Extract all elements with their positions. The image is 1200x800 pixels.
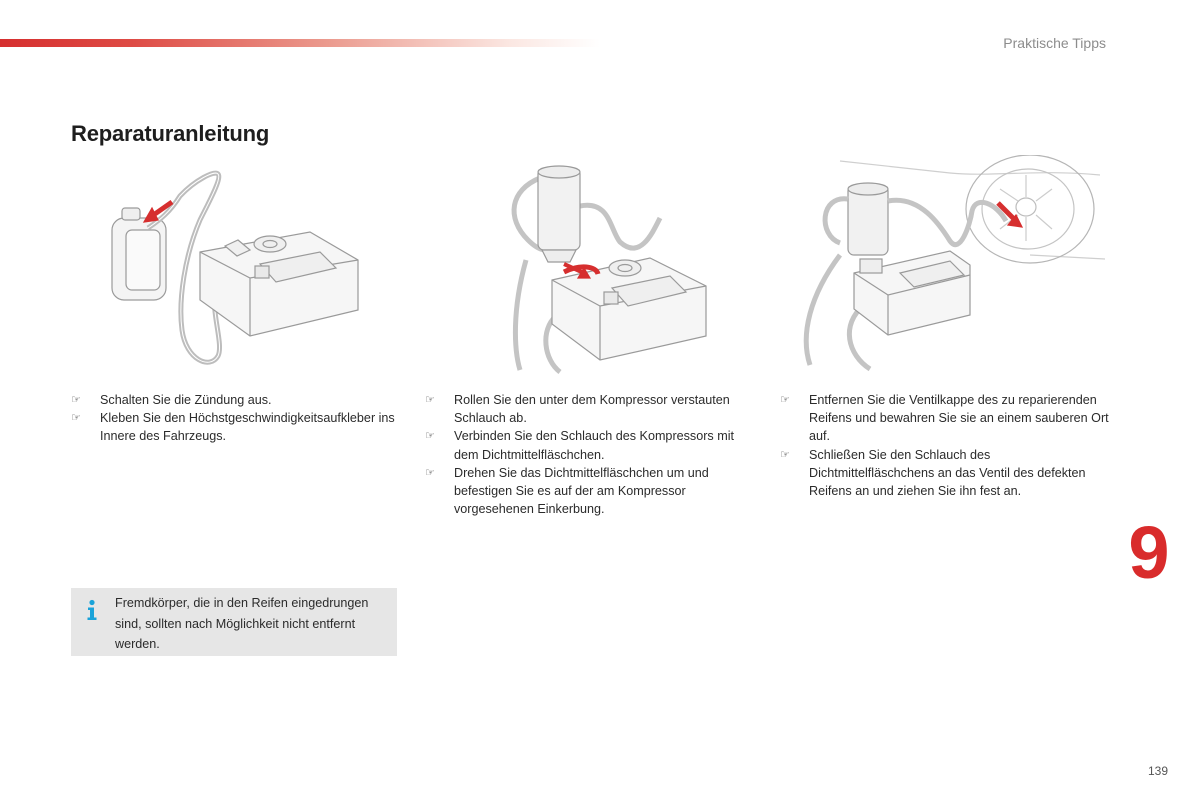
info-note: [71, 588, 397, 656]
page-number: 139: [1147, 764, 1168, 778]
steps-column-1: [71, 391, 401, 446]
pointing-hand-bullet-icon: ☞: [425, 430, 435, 443]
steps-column-2: [425, 391, 755, 518]
step-text: Rollen Sie den unter dem Kompressor verstauten Schlauch ab.: [454, 393, 730, 426]
chapter-number: 9: [1128, 511, 1170, 594]
step-item: [780, 391, 1110, 446]
step-text: Kleben Sie den Höchstgeschwindigkeitsaufkleber ins Innere des Fahrzeugs.: [100, 411, 395, 444]
step-text: Schalten Sie die Zündung aus.: [100, 393, 272, 407]
step-text: Verbinden Sie den Schlauch des Kompressors mit dem Dichtmittelfläschchen.: [454, 429, 735, 462]
compressor-with-sealant-bottle-illustration: [100, 160, 370, 375]
step-text: Drehen Sie das Dichtmittelfläschchen um und befestigen Sie es auf der am Kompressor vorgesehenen Einkerbung.: [454, 465, 709, 517]
page-title: Reparaturanleitung: [71, 121, 270, 146]
step-item: [71, 409, 401, 445]
pointing-hand-bullet-icon: ☞: [780, 394, 790, 406]
pointing-hand-bullet-icon: ☞: [425, 394, 435, 406]
step-text: Schließen Sie den Schlauch des Dichtmittelfläschchens an das Ventil des defekten Reifens an und ziehen Sie ihn fest an.: [809, 447, 1086, 499]
step-item: [425, 427, 755, 463]
info-icon: [85, 599, 99, 621]
step-item: [425, 464, 755, 519]
step-item: [71, 391, 401, 409]
section-label: Praktische Tipps: [1003, 35, 1106, 51]
info-text: Fremdkörper, die in den Reifen eingedrungen sind, sollten nach Möglichkeit nicht entfernt werden.: [115, 596, 369, 651]
pointing-hand-bullet-icon: ☞: [780, 448, 790, 461]
hose-to-tyre-valve-illustration: [800, 155, 1110, 375]
pointing-hand-bullet-icon: ☞: [71, 394, 81, 406]
steps-column-3: [780, 391, 1110, 500]
step-item: [425, 391, 755, 427]
pointing-hand-bullet-icon: ☞: [425, 466, 435, 479]
step-text: Entfernen Sie die Ventilkappe des zu reparierenden Reifens und bewahren Sie sie an einem sauberen Ort auf.: [809, 393, 1109, 444]
sealant-bottle-on-compressor-illustration: [500, 160, 720, 375]
step-item: [780, 446, 1110, 501]
header-accent-bar: [0, 39, 600, 47]
pointing-hand-bullet-icon: ☞: [71, 412, 81, 425]
